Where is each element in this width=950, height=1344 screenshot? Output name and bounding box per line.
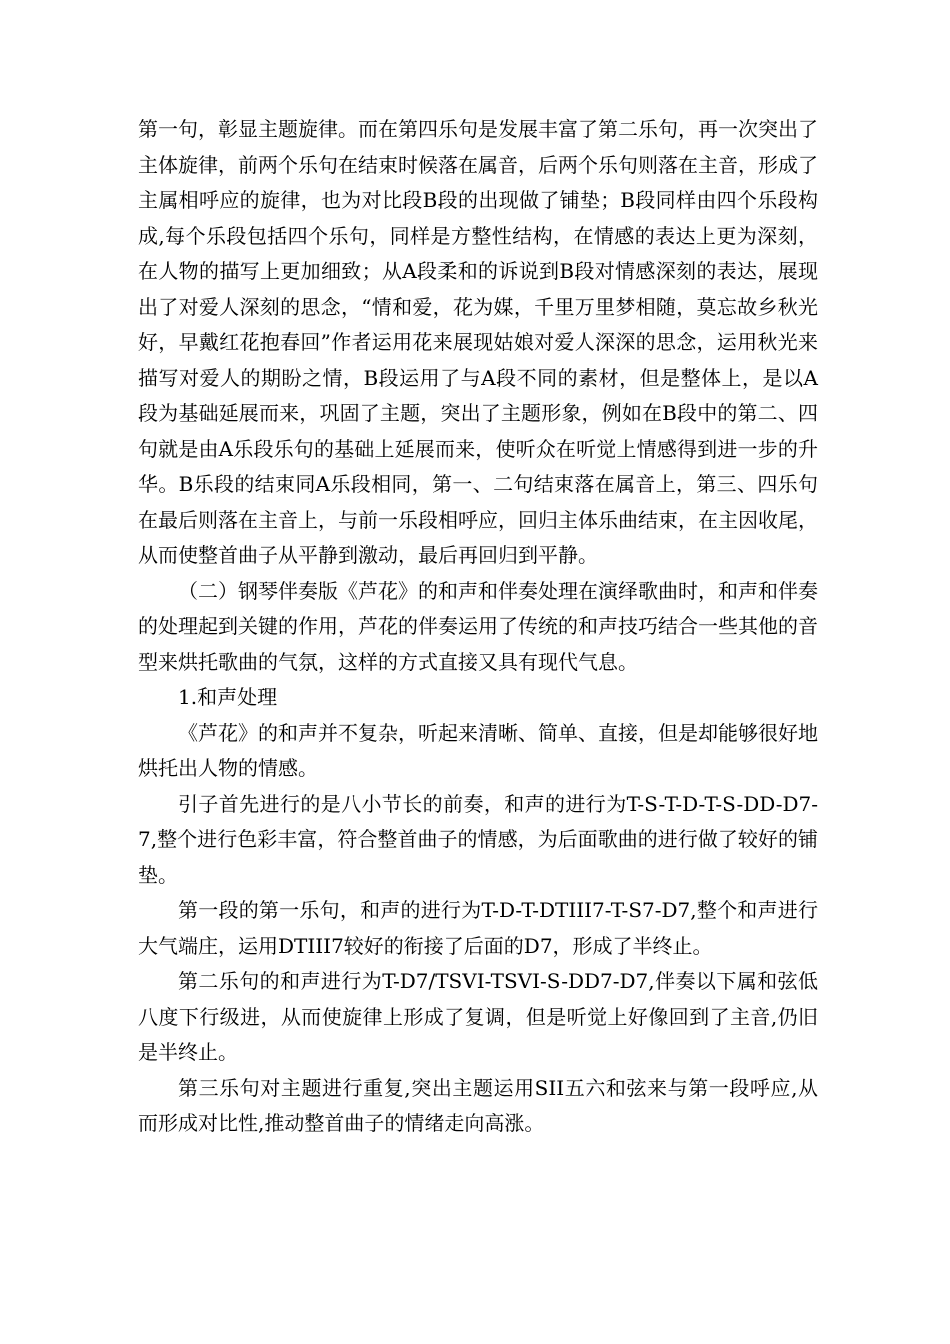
- paragraph-analysis-section-b: 第一句，彰显主题旋律。而在第四乐句是发展丰富了第二乐句，再一次突出了主体旋律，前两个乐句在结束时候落在属音，后两个乐句则落在主音，形成了主属相呼应的旋律，也为对比段B段的出现做了铺垫；B段同样由四个乐段构成,每个乐段包括四个乐句，同样是方整性结构，在情感的表达上更为深刻，在人物的描写上更加细致；从A段柔和的诉说到B段对情感深刻的表达，展现出了对爱人深刻的思念，“情和爱，花为媒，千里万里梦相随，莫忘故乡秋光好，早戴红花抱春回”作者运用花来展现姑娘对爱人深深的思念，运用秋光来描写对爱人的期盼之情，B段运用了与A段不同的素材，但是整体上，是以A段为基础延展而来，巩固了主题，突出了主题形象，例如在B段中的第二、四句就是由A乐段乐句的基础上延展而来，使听众在听觉上情感得到进一步的升华。B乐段的结束同A乐段相同，第一、二句结束落在属音上，第三、四乐句在最后则落在主音上，与前一乐段相呼应，回归主体乐曲结束，在主因收尾，从而使整首曲子从平静到激动，最后再回归到平静。: [138, 117, 818, 567]
- paragraph-first-phrase-harmony: 第一段的第一乐句，和声的进行为T-D-T-DTIII7-T-S7-D7,整个和声进行大气端庄，运用DTIII7较好的衔接了后面的D7，形成了半终止。: [138, 898, 818, 958]
- paragraph-harmony-overview: 《芦花》的和声并不复杂，听起来清晰、简单、直接，但是却能够很好地烘托出人物的情感。: [138, 720, 818, 780]
- paragraph-introduction-harmony: 引子首先进行的是八小节长的前奏，和声的进行为T-S-T-D-T-S-DD-D7-7,整个进行色彩丰富，符合整首曲子的情感，为后面歌曲的进行做了较好的铺垫。: [138, 791, 818, 887]
- paragraph-third-phrase-harmony: 第三乐句对主题进行重复,突出主题运用SII五六和弦来与第一段呼应,从而形成对比性,推动整首曲子的情绪走向高涨。: [138, 1075, 818, 1135]
- section-heading-harmony-accompaniment: （二）钢琴伴奏版《芦花》的和声和伴奏处理在演绎歌曲时，和声和伴奏的处理起到关键的作用，芦花的伴奏运用了传统的和声技巧结合一些其他的音型来烘托歌曲的气氛，这样的方式直接又具有现代气息。: [138, 578, 818, 674]
- subheading-harmony-processing: 1.和声处理: [178, 685, 278, 709]
- document-body: [138, 112, 818, 1142]
- paragraph-second-phrase-harmony: 第二乐句的和声进行为T-D7/TSVI-TSVI-S-DD7-D7,伴奏以下属和弦低八度下行级进，从而使旋律上形成了复调，但是听觉上好像回到了主音,仍旧是半终止。: [138, 969, 818, 1064]
